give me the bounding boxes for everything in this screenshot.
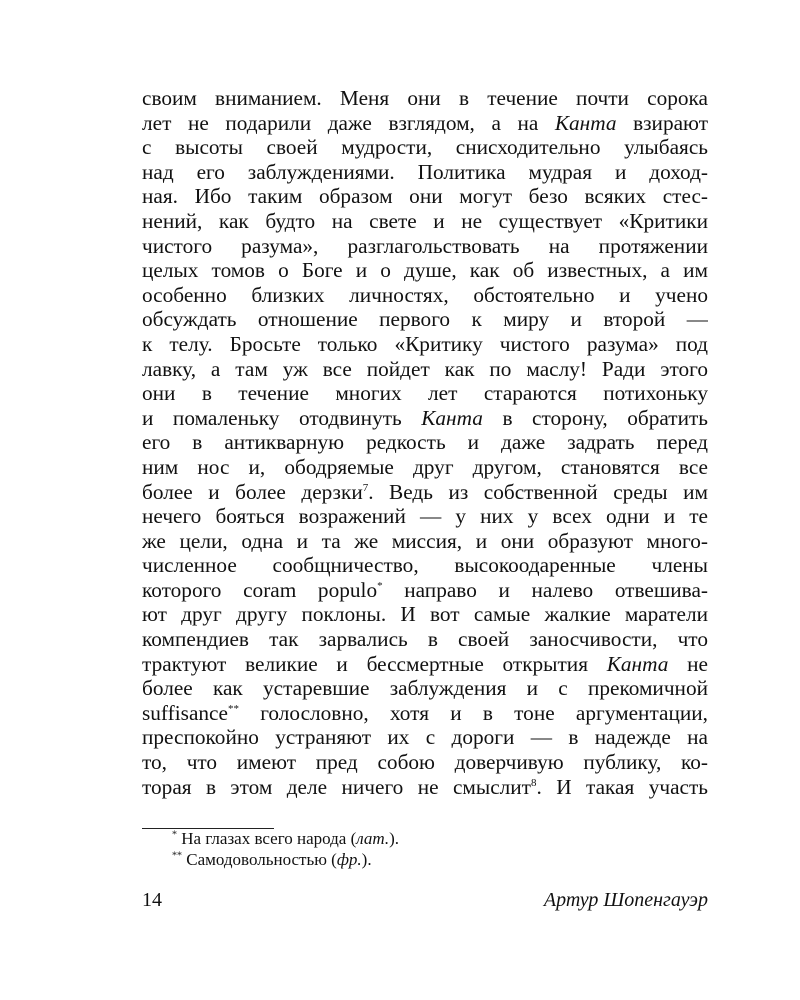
text-line — [142, 86, 708, 111]
text-line — [142, 455, 708, 480]
text-line — [142, 676, 708, 701]
text-line — [142, 750, 708, 775]
text-line — [142, 135, 708, 160]
text-line — [142, 430, 708, 455]
running-head: Артур Шопенгауэр — [543, 889, 708, 911]
text-run: . И такая участь — [536, 774, 708, 799]
italic-name: Канта — [421, 405, 483, 430]
text-run: ним нос и, ободряемые друг другом, становятся все — [142, 454, 708, 479]
text-line — [142, 381, 708, 406]
text-run: . Ведь из собственной среды им — [368, 479, 708, 504]
text-run: обсуждать отношение первого к миру и второй — — [142, 307, 708, 332]
footnote-item — [172, 849, 692, 870]
text-line — [142, 553, 708, 578]
text-run: лавку, а там уж все пойдет как по маслу! Ради этого — [142, 356, 708, 381]
text-run: голословно, хотя и в тоне аргументации, — [238, 700, 708, 725]
text-line — [142, 602, 708, 627]
text-run: своим вниманием. Меня они в течение почти сорока — [142, 86, 708, 110]
text-line — [142, 307, 708, 332]
text-run: ют друг другу поклоны. И вот самые жалкие маратели — [142, 602, 708, 627]
text-run: же цели, одна и та же миссия, и они образуют много- — [142, 528, 708, 553]
text-run: более и более дерзки — [142, 479, 363, 504]
text-line — [142, 480, 708, 505]
text-line — [142, 234, 708, 259]
page-number: 14 — [142, 889, 162, 911]
text-line — [142, 258, 708, 283]
text-run: направо и налево отвешива- — [382, 577, 708, 602]
footnote-mark: * — [172, 829, 177, 841]
text-run: которого coram populo — [142, 577, 378, 602]
text-run: более как устаревшие заблуждения и с прекомичной — [142, 676, 708, 701]
footnote-text: На глазах всего народа ( — [177, 829, 357, 848]
text-line — [142, 775, 708, 800]
text-run: то, что имеют пред собою доверчивую публику, ко- — [142, 750, 708, 775]
text-run: преспокойно устраняют их с дороги — в надежде на — [142, 725, 708, 750]
text-line — [142, 406, 708, 431]
text-run: численное сообщничество, высокоодаренные члены — [142, 553, 708, 578]
text-run: не — [668, 651, 708, 676]
text-run: suffisance — [142, 700, 228, 725]
text-run: лет не подарили даже взглядом, а на — [142, 110, 555, 135]
text-line — [142, 627, 708, 652]
footnote-ref: ** — [227, 702, 239, 715]
text-line — [142, 184, 708, 209]
text-run: они в течение многих лет стараются потихоньку — [142, 381, 708, 406]
footnote-end: ). — [361, 850, 372, 869]
text-run: с высоты своей мудрости, снисходительно улыбаясь — [142, 135, 708, 160]
text-line — [142, 529, 708, 554]
footnote-ref: 7 — [362, 481, 369, 494]
text-line — [142, 578, 708, 603]
text-run: нений, как будто на свете и не существует «Критики — [142, 208, 708, 233]
text-line — [142, 111, 708, 136]
footnote-ref: 8 — [531, 776, 537, 789]
italic-name: Канта — [606, 651, 669, 676]
text-run: чистого разума», разглагольствовать на протяжении — [142, 233, 708, 258]
text-line — [142, 652, 708, 677]
text-line — [142, 160, 708, 185]
footnotes — [172, 828, 692, 870]
text-run: над его заблуждениями. Политика мудрая и доход- — [142, 159, 708, 184]
footnote-language: лат. — [356, 829, 390, 848]
text-run: в сторону, обратить — [482, 405, 708, 430]
text-run: торая в этом деле ничего не смыслит — [142, 774, 531, 799]
text-line — [142, 725, 708, 750]
text-run: трактуют великие и бессмертные открытия — [142, 651, 607, 676]
body-text — [142, 86, 708, 799]
text-run: и помаленьку отодвинуть — [142, 405, 422, 430]
text-run: компендиев так зарвались в своей заносчивости, что — [142, 627, 708, 652]
text-run: к телу. Бросьте только «Критику чистого разума» под — [142, 331, 708, 356]
text-run: нечего бояться возражений — у них у всех одни и те — [142, 504, 708, 529]
footnote-end: ). — [389, 829, 400, 848]
footnote-item — [172, 828, 692, 849]
italic-name: Канта — [554, 110, 617, 135]
text-line — [142, 504, 708, 529]
text-line — [142, 701, 708, 726]
text-line — [142, 283, 708, 308]
text-run: целых томов о Боге и о душе, как об известных, а им — [142, 258, 708, 283]
text-line — [142, 357, 708, 382]
text-run: его в антикварную редкость и даже задрать перед — [142, 430, 708, 455]
text-run: взирают — [616, 110, 708, 135]
footnote-text: Самодовольностью ( — [182, 850, 337, 869]
text-run: особенно близких личностях, обстоятельно и учено — [142, 282, 708, 307]
text-line — [142, 209, 708, 234]
footnote-language: фр. — [336, 850, 362, 869]
text-line — [142, 332, 708, 357]
footnote-mark: ** — [172, 850, 182, 862]
text-run: ная. Ибо таким образом они могут безо всяких стес- — [142, 184, 708, 209]
footnote-ref: * — [377, 579, 383, 592]
